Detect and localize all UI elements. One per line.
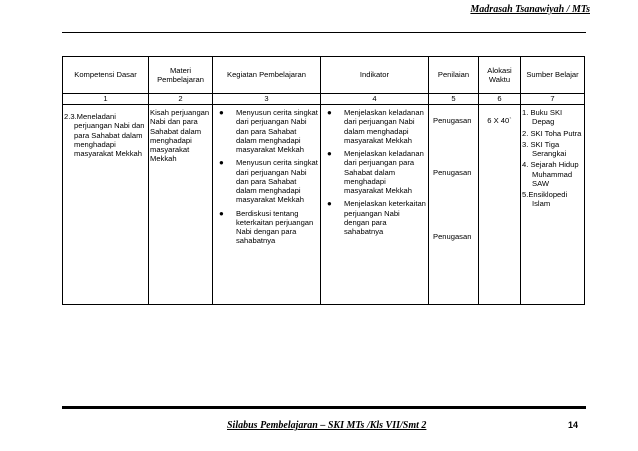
list-item: 4. Sejarah Hidup Muhammad SAW (522, 160, 579, 188)
col-materi: Materi Pembelajaran (149, 57, 213, 94)
bullet-icon: ● (327, 108, 332, 117)
indikator-cell (321, 105, 429, 305)
kompetensi-text: 2.3.Meneladani perjuangan Nabi dan para Sahabat dalam menghadapi masyarakat Mekkah (64, 112, 145, 158)
alokasi-cell (479, 105, 521, 305)
content-row (63, 105, 585, 305)
col-number: 1 (63, 94, 149, 105)
list-item: 2. SKI Toha Putra (522, 128, 582, 138)
list-item: ● Menyusun cerita singkat dari perjuangan Nabi dan para Sahabat dalam menghadapi masyarakat Mekkah (219, 158, 318, 205)
materi-cell (149, 105, 213, 305)
penilaian-item: Penugasan (433, 232, 472, 241)
list-item: 1. Buku SKI Depag (522, 108, 563, 127)
col-kompetensi: Kompetensi Dasar (63, 57, 149, 94)
col-number: 7 (521, 94, 585, 105)
bullet-icon: ● (327, 149, 332, 158)
list-item: ● Menjelaskan keladanan dari perjuangan para Sahabat dalam menghadapi masyarakat Mekkah (327, 149, 424, 195)
list-item: ● Menjelaskan keterkaitan perjuangan Nabi dengan para sahabatnya (327, 199, 426, 236)
col-alokasi: Alokasi Waktu (479, 57, 521, 94)
col-number: 6 (479, 94, 521, 105)
bullet-icon: ● (219, 158, 224, 168)
bullet-icon: ● (219, 108, 224, 117)
penilaian-cell (429, 105, 479, 305)
list-item: ● Menyusun cerita singkat dari perjuangan Nabi dan para Sahabat dalam menghadapi masyarakat Mekkah (219, 108, 318, 154)
bullet-icon: ● (219, 208, 224, 218)
col-number: 3 (213, 94, 321, 105)
syllabus-table (62, 56, 585, 305)
document-footer: Silabus Pembelajaran – SKI MTs /Kls VII/Smt 2 (227, 420, 427, 431)
alokasi-value: 6 X 40` (487, 116, 512, 125)
column-number-row (63, 94, 585, 105)
penilaian-item: Penugasan (433, 168, 472, 177)
col-kegiatan: Kegiatan Pembelajaran (213, 57, 321, 94)
page-number: 14 (568, 420, 579, 430)
col-indikator: Indikator (321, 57, 429, 94)
indikator-list (322, 108, 427, 236)
kegiatan-cell (213, 105, 321, 305)
list-item: 3. SKI Tiga Serangkai (522, 139, 567, 158)
list-item: 5.Ensiklopedi Islam (522, 190, 568, 209)
penilaian-item: Penugasan (433, 116, 472, 125)
sumber-cell (521, 105, 585, 305)
list-item: ● Menjelaskan keladanan dari perjuangan Nabi dalam menghadapi masyarakat Mekkah (327, 108, 424, 145)
list-item: ● Berdiskusi tentang keterkaitan perjuangan Nabi dengan para sahabatnya (219, 208, 314, 246)
col-sumber: Sumber Belajar (521, 57, 585, 94)
header-rule (62, 32, 586, 33)
footer-rule (62, 406, 586, 409)
kompetensi-cell (63, 105, 149, 305)
header-row (63, 57, 585, 94)
col-number: 2 (149, 94, 213, 105)
document-header: Madrasah Tsanawiyah / MTs (470, 4, 590, 15)
col-number: 4 (321, 94, 429, 105)
col-penilaian: Penilaian (429, 57, 479, 94)
col-number: 5 (429, 94, 479, 105)
kegiatan-list (214, 108, 319, 246)
bullet-icon: ● (327, 199, 332, 209)
materi-text: Kisah perjuangan Nabi dan para Sahabat dalam menghadapi masyarakat Mekkah (150, 108, 210, 164)
